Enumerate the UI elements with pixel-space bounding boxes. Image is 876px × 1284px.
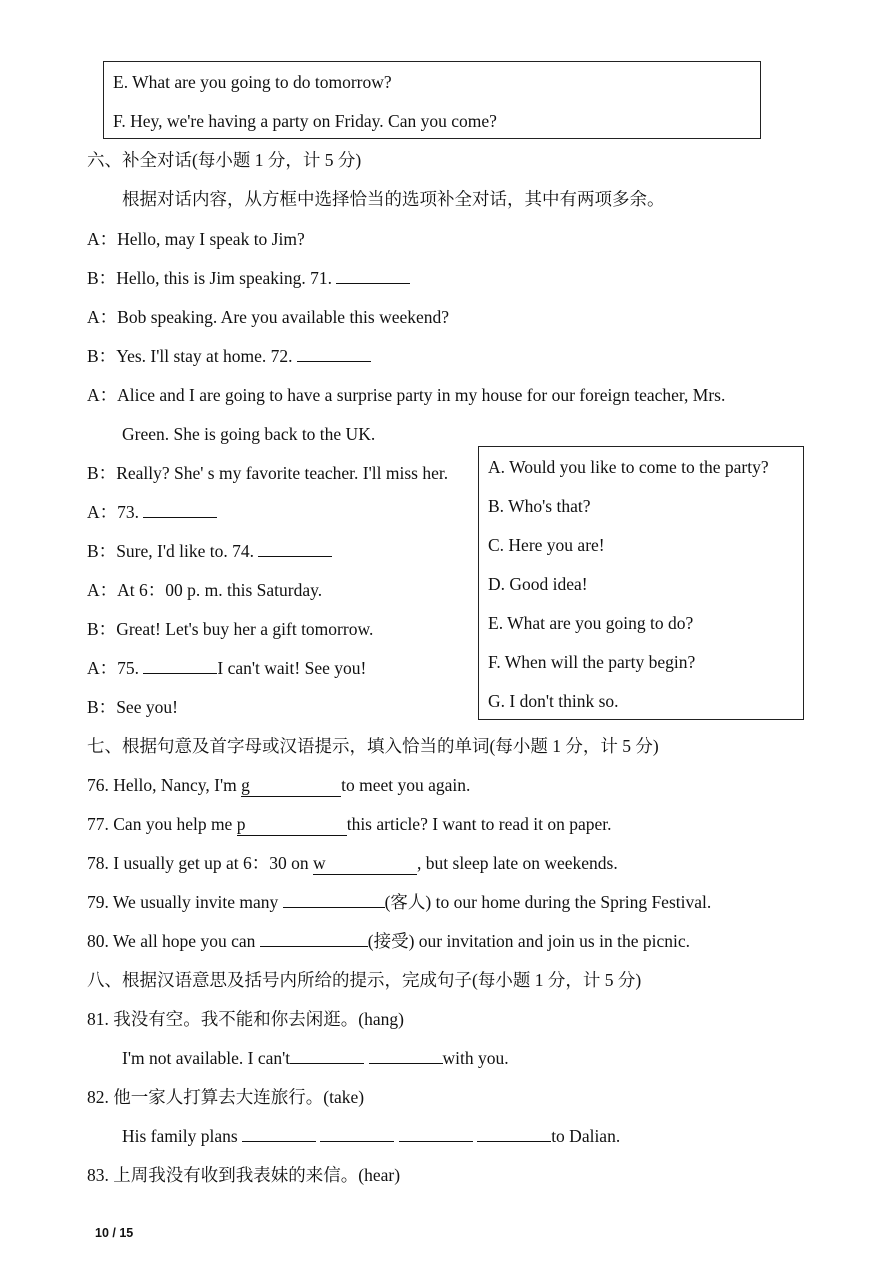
option-e: E. What are you going to do? [488,613,694,633]
line-text: At 6：00 p. m. this Saturday. [117,580,323,600]
answer-blank-82c[interactable] [399,1125,473,1142]
answer-blank-80[interactable] [260,930,368,947]
question-text: 80. We all hope you can [87,931,260,951]
answer-blank-77[interactable] [237,813,347,836]
dialogue-line-12 [87,696,178,718]
dialogue-line-5-cont [122,423,375,445]
dialogue-line-4 [87,345,371,367]
section7-heading: 七、根据句意及首字母或汉语提示，填入恰当的单词(每小题 1 分，计 5 分) [87,736,659,756]
speaker: B： [87,346,117,366]
line-text: Yes. I'll stay at home. 72. [116,346,293,366]
answer-text: I'm not available. I can't [122,1048,291,1068]
dialogue-line-8 [87,540,332,562]
question-chinese: 他一家人打算去大连旅行。(take) [113,1087,365,1107]
hint-letter: p [236,814,246,834]
dialogue-line-10 [87,618,373,640]
question-text-after: (客人) to our home during the Spring Festival. [384,892,712,912]
line-text: Green. She is going back to the UK. [122,424,376,444]
speaker: B： [87,541,117,561]
question-text: 76. Hello, Nancy, I'm [87,775,242,795]
speaker: B： [87,463,117,483]
answer-blank-75[interactable] [143,657,217,674]
question-83 [87,1164,400,1186]
question-text-after: , but sleep late on weekends. [417,853,618,873]
top-option-e: E. What are you going to do tomorrow? [113,72,392,92]
answer-blank-76[interactable] [241,774,341,797]
question-81 [87,1008,404,1030]
question-82 [87,1086,364,1108]
dialogue-line-6 [87,462,448,484]
answer-blank-81b[interactable] [369,1047,443,1064]
question-text-after: (接受) our invitation and join us in the picnic. [367,931,690,951]
dialogue-line-7 [87,501,217,523]
answer-blank-73[interactable] [143,501,217,518]
line-text: See you! [116,697,178,717]
question-chinese: 上周我没有收到我表妹的来信。(hear) [113,1165,401,1185]
line-text: Really? She' s my favorite teacher. I'll miss her. [116,463,449,483]
dialogue-line-1 [87,228,305,250]
speaker: B： [87,268,117,288]
answer-blank-82a[interactable] [242,1125,316,1142]
question-text-after: this article? I want to read it on paper. [346,814,612,834]
speaker: A： [87,580,118,600]
speaker: B： [87,619,117,639]
answer-blank-79[interactable] [283,891,385,908]
speaker: A： [87,307,118,327]
speaker: A： [87,229,118,249]
line-text: Sure, I'd like to. 74. [116,541,254,561]
speaker: A： [87,502,118,522]
section8-heading: 八、根据汉语意思及括号内所给的提示，完成句子(每小题 1 分，计 5 分) [87,970,642,990]
dialogue-line-11 [87,657,366,679]
answer-text: His family plans [122,1126,243,1146]
line-text: Alice and I are going to have a surprise party in my house for our foreign teacher, Mrs. [117,385,726,405]
page-number: 10 / 15 [95,1226,134,1240]
dialogue-line-5 [87,384,725,406]
line-text: 73. [117,502,140,522]
question-78 [87,852,618,875]
answer-text-after: with you. [442,1048,509,1068]
question-number: 81. [87,1009,109,1029]
option-c: C. Here you are! [488,535,605,555]
answer-text-after: to Dalian. [551,1126,621,1146]
line-text: Bob speaking. Are you available this weekend? [117,307,450,327]
line-text-after: I can't wait! See you! [217,658,367,678]
dialogue-line-9 [87,579,322,601]
section6-instruction: 根据对话内容，从方框中选择恰当的选项补全对话，其中有两项多余。 [122,189,665,209]
answer-blank-82d[interactable] [477,1125,551,1142]
top-option-f: F. Hey, we're having a party on Friday. Can you come? [113,111,497,131]
line-text: 75. [117,658,140,678]
answer-blank-71[interactable] [336,267,410,284]
question-76 [87,774,470,797]
answer-blank-72[interactable] [297,345,371,362]
speaker: B： [87,697,117,717]
option-f: F. When will the party begin? [488,652,696,672]
dialogue-line-2 [87,267,410,289]
option-g: G. I don't think so. [488,691,619,711]
question-82-answer [122,1125,620,1147]
line-text: Hello, may I speak to Jim? [117,229,305,249]
question-77 [87,813,612,836]
answer-blank-82b[interactable] [320,1125,394,1142]
dialogue-line-3 [87,306,449,328]
answer-blank-81a[interactable] [290,1047,364,1064]
hint-letter: w [313,853,326,873]
question-81-answer [122,1047,509,1069]
speaker: A： [87,658,118,678]
question-text: 77. Can you help me [87,814,237,834]
question-chinese: 我没有空。我不能和你去闲逛。(hang) [113,1009,404,1029]
option-b: B. Who's that? [488,496,591,516]
line-text: Hello, this is Jim speaking. 71. [116,268,333,288]
question-text: 78. I usually get up at 6：30 on [87,853,314,873]
hint-letter: g [241,775,250,795]
option-d: D. Good idea! [488,574,588,594]
question-text-after: to meet you again. [341,775,471,795]
option-a: A. Would you like to come to the party? [488,457,769,477]
answer-blank-74[interactable] [258,540,332,557]
answer-blank-78[interactable] [313,852,417,875]
line-text: Great! Let's buy her a gift tomorrow. [116,619,374,639]
question-text: 79. We usually invite many [87,892,283,912]
section6-heading: 六、补全对话(每小题 1 分，计 5 分) [87,150,362,170]
question-number: 82. [87,1087,109,1107]
speaker: A： [87,385,118,405]
question-79 [87,891,711,913]
question-80 [87,930,690,952]
question-number: 83. [87,1165,109,1185]
